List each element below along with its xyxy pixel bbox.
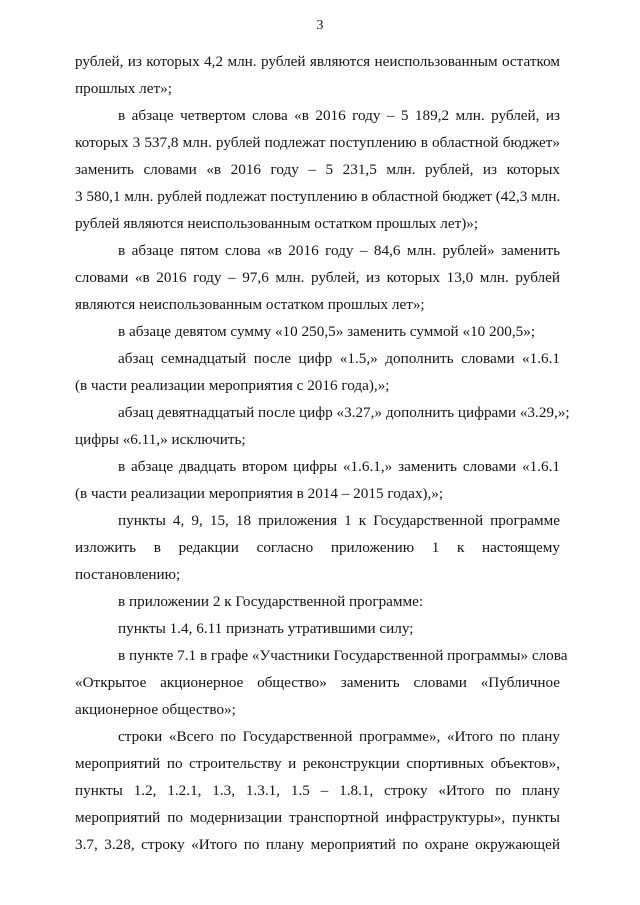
text-line: пункты 1.2, 1.2.1, 1.3, 1.3.1, 1.5 – 1.8.1, строку «Итого по плану: [75, 782, 560, 799]
text-line: словами «в 2016 году – 97,6 млн. рублей, из которых 13,0 млн. рублей: [75, 269, 560, 286]
text-line: прошлых лет»;: [75, 80, 172, 97]
text-line: пункты 1.4, 6.11 признать утратившими силу;: [118, 620, 414, 637]
text-line: заменить словами «в 2016 году – 5 231,5 млн. рублей, из которых: [75, 161, 560, 178]
text-line: мероприятий по строительству и реконструкции спортивных объектов»,: [75, 755, 560, 772]
text-line: абзац девятнадцатый после цифр «3.27,» дополнить цифрами «3.29,»;: [118, 404, 570, 421]
text-line: рублей, из которых 4,2 млн. рублей являются неиспользованным остатком: [75, 53, 560, 70]
text-line: изложить в редакции согласно приложению 1 к настоящему: [75, 539, 560, 556]
text-line: 3.7, 3.28, строку «Итого по плану мероприятий по охране окружающей: [75, 836, 560, 853]
text-line: цифры «6.11,» исключить;: [75, 431, 246, 448]
text-line: в пункте 7.1 в графе «Участники Государственной программы» слова: [118, 647, 568, 664]
text-line: в абзаце двадцать втором цифры «1.6.1,» заменить словами «1.6.1: [118, 458, 560, 475]
text-line: являются неиспользованным остатком прошлых лет»;: [75, 296, 425, 313]
text-line: «Открытое акционерное общество» заменить словами «Публичное: [75, 674, 560, 691]
text-line: в абзаце четвертом слова «в 2016 году – 5 189,2 млн. рублей, из: [118, 107, 560, 124]
text-line: которых 3 537,8 млн. рублей подлежат поступлению в областной бюджет»: [75, 134, 560, 151]
text-line: в приложении 2 к Государственной программе:: [118, 593, 424, 610]
text-line: (в части реализации мероприятия в 2014 – 2015 годах),»;: [75, 485, 444, 502]
text-line: абзац семнадцатый после цифр «1.5,» дополнить словами «1.6.1: [118, 350, 560, 367]
text-line: мероприятий по модернизации транспортной инфраструктуры», пункты: [75, 809, 560, 826]
text-line: строки «Всего по Государственной программе», «Итого по плану: [118, 728, 560, 745]
text-line: пункты 4, 9, 15, 18 приложения 1 к Государственной программе: [118, 512, 560, 529]
text-line: акционерное общество»;: [75, 701, 236, 718]
text-line: 3 580,1 млн. рублей подлежат поступлению в областной бюджет (42,3 млн.: [75, 188, 561, 205]
text-line: в абзаце пятом слова «в 2016 году – 84,6 млн. рублей» заменить: [118, 242, 560, 259]
text-line: постановлению;: [75, 566, 181, 583]
text-line: в абзаце девятом сумму «10 250,5» заменить суммой «10 200,5»;: [118, 323, 536, 340]
text-line: рублей являются неиспользованным остатком прошлых лет)»;: [75, 215, 479, 232]
text-line: (в части реализации мероприятия с 2016 года),»;: [75, 377, 390, 394]
page-number: 3: [316, 18, 324, 33]
